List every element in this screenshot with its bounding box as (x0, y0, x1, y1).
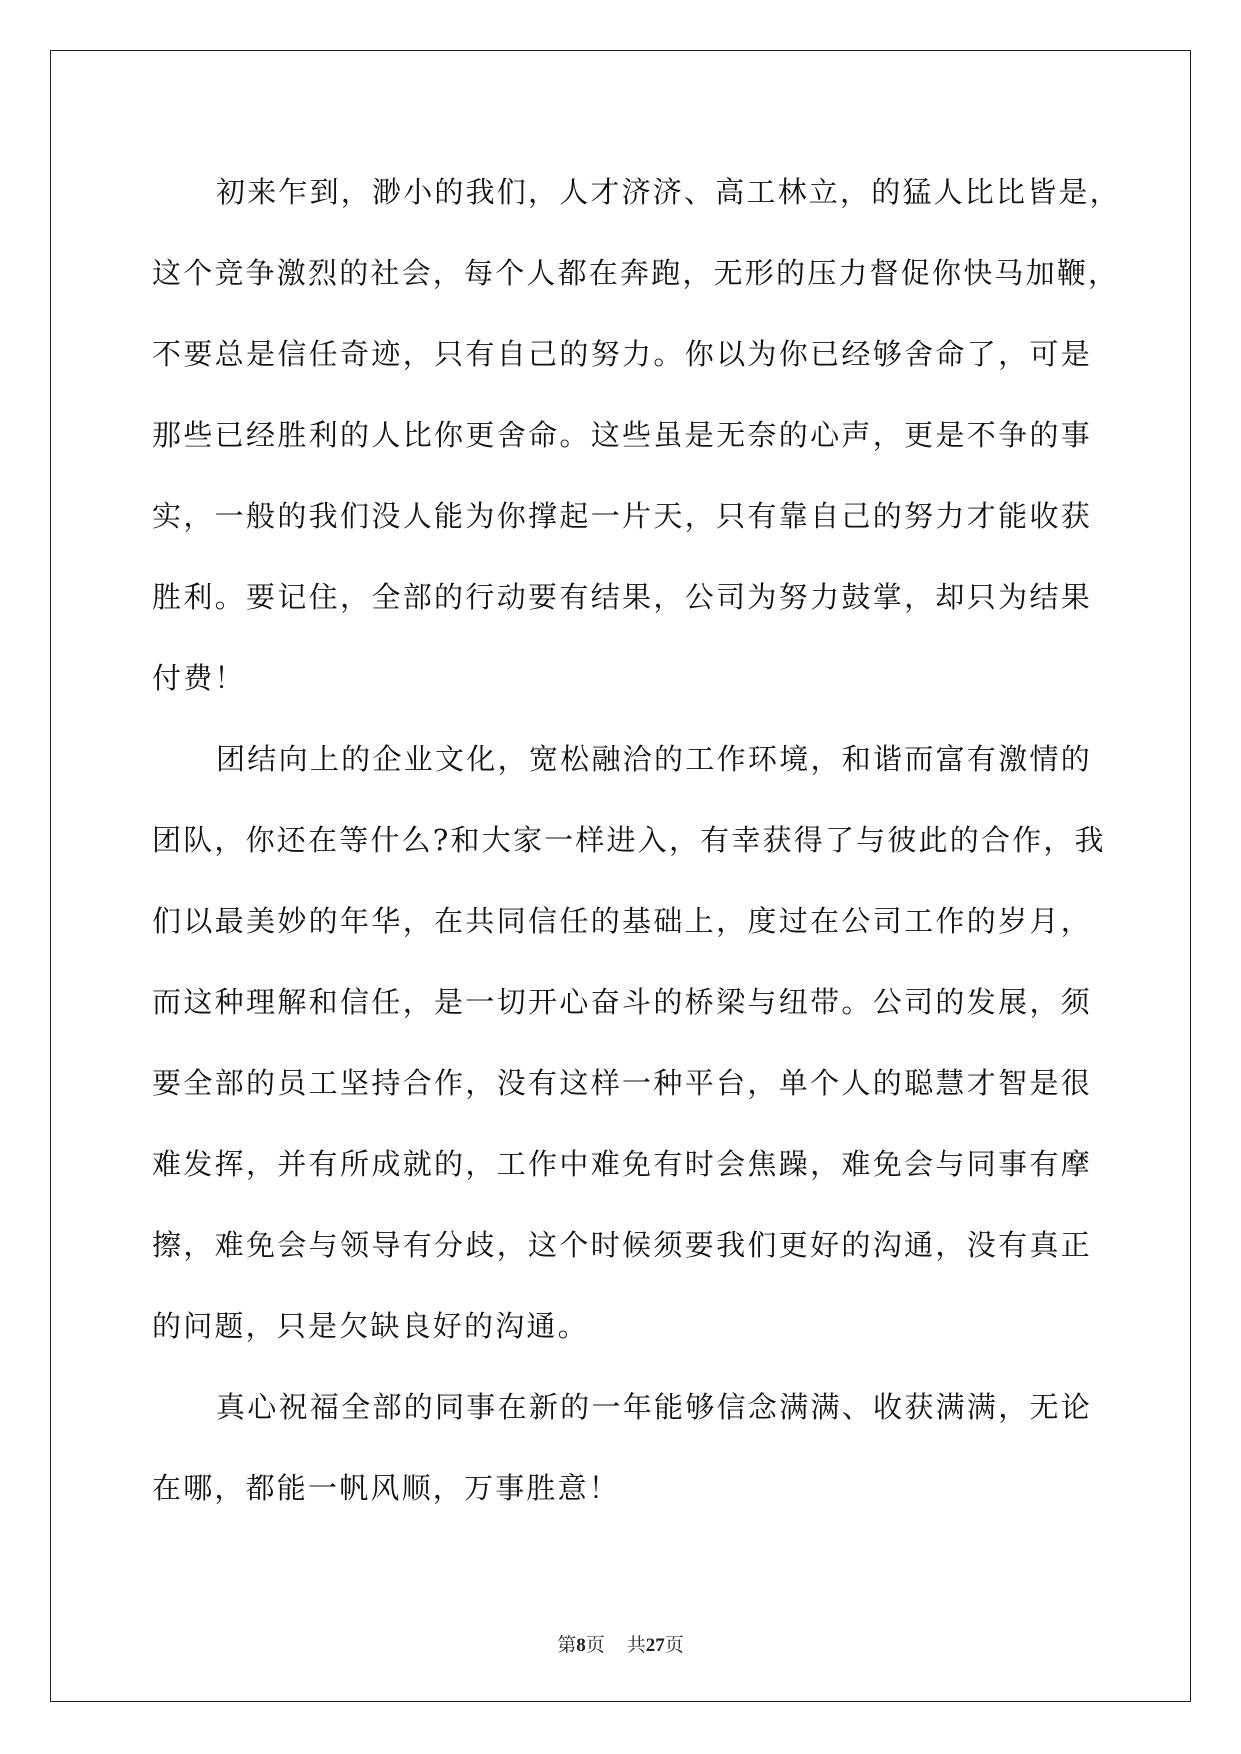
document-body (152, 163, 1121, 1540)
page-footer (0, 1634, 1241, 1658)
paragraph-line: 要全部的员工坚持合作，没有这样一种平台，单个人的聪慧才智是很 (152, 1066, 1092, 1100)
footer-total-prefix: 共 (626, 1635, 646, 1656)
paragraph-line: 的问题，只是欠缺良好的沟通。 (152, 1309, 589, 1343)
paragraph-line: 胜利。要记住，全部的行动要有结果，公司为努力鼓掌，却只为结果 (152, 580, 1092, 614)
total-pages: 27 (645, 1635, 665, 1656)
paragraph-line: 初来乍到，渺小的我们，人才济济、高工林立，的猛人比比皆是， (216, 175, 1121, 209)
paragraph-line: 付费！ (152, 661, 246, 695)
paragraph-line: 这个竞争激烈的社会，每个人都在奔跑，无形的压力督促你快马加鞭， (152, 256, 1120, 290)
paragraph-line: 擦，难免会与领导有分歧，这个时候须要我们更好的沟通，没有真正 (152, 1228, 1092, 1262)
paragraph-line: 团队，你还在等什么?和大家一样进入，有幸获得了与彼此的合作，我 (152, 823, 1106, 857)
paragraph-line: 在哪，都能一帆风顺，万事胜意！ (152, 1471, 621, 1505)
paragraph-1 (152, 163, 1121, 730)
paragraph-line: 们以最美妙的年华，在共同信任的基础上，度过在公司工作的岁月， (152, 904, 1092, 938)
paragraph-line: 而这种理解和信任，是一切开心奋斗的桥梁与纽带。公司的发展，须 (152, 985, 1092, 1019)
paragraph-3 (152, 1378, 1092, 1540)
footer-page-suffix: 页 (585, 1635, 605, 1656)
paragraph-line: 那些已经胜利的人比你更舍命。这些虽是无奈的心声，更是不争的事 (152, 418, 1092, 452)
paragraph-line: 真心祝福全部的同事在新的一年能够信念满满、收获满满，无论 (216, 1390, 1092, 1424)
footer-prefix: 第 (557, 1635, 577, 1656)
paragraph-line: 实，一般的我们没人能为你撑起一片天，只有靠自己的努力才能收获 (152, 499, 1092, 533)
paragraph-line: 不要总是信任奇迹，只有自己的努力。你以为你已经够舍命了，可是 (152, 337, 1092, 371)
paragraph-line: 难发挥，并有所成就的，工作中难免有时会焦躁，难免会与同事有摩 (152, 1147, 1092, 1181)
paragraph-line: 团结向上的企业文化，宽松融洽的工作环境，和谐而富有激情的 (216, 742, 1092, 776)
footer-total-suffix: 页 (664, 1635, 684, 1656)
page-number: 8 (576, 1635, 586, 1656)
paragraph-2 (152, 730, 1106, 1378)
